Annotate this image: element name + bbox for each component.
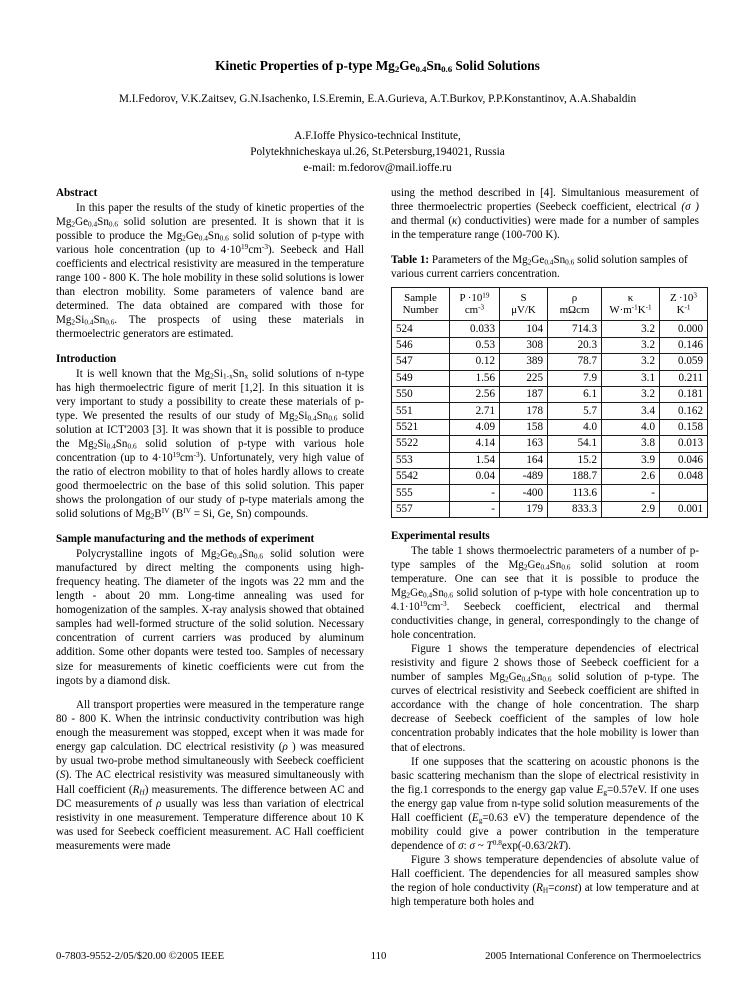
table-cell-seebeck: 163	[500, 436, 548, 452]
table-cell-carrier-concentration: 0.04	[450, 468, 500, 484]
table-cell-resistivity: 833.3	[548, 501, 602, 517]
table-cell-resistivity: 78.7	[548, 354, 602, 370]
table-cell-carrier-concentration: -	[450, 501, 500, 517]
table-header-thermal-conductivity: κ $W\cdot m^{-1}K^{-1}$	[602, 288, 660, 321]
table-cell-sample-number: 551	[392, 403, 450, 419]
table-cell-resistivity: 188.7	[548, 468, 602, 484]
heading-introduction: Introduction	[56, 353, 117, 366]
table-cell-thermal-conductivity: -	[602, 485, 660, 501]
table-cell-figure-of-merit: 0.046	[660, 452, 708, 468]
right-column	[391, 186, 703, 909]
table-cell-resistivity: 15.2	[548, 452, 602, 468]
table-cell-resistivity: 20.3	[548, 337, 602, 353]
table-cell-carrier-concentration: 0.033	[450, 321, 500, 337]
continuation-paragraph: using the method described in [4]. Simultanious measurement of three thermoelectric properties (Seebeck coefficient, electrical (σ ) and thermal (κ) conductivities) were made for a number of samples in the temperature range (100-700 K).	[391, 187, 699, 242]
table-cell-carrier-concentration: 2.71	[450, 403, 500, 419]
table-cell-carrier-concentration: 4.14	[450, 436, 500, 452]
table-cell-seebeck: 187	[500, 386, 548, 402]
table-header-sample-number: Sample Number	[392, 288, 450, 321]
table-cell-resistivity: 4.0	[548, 419, 602, 435]
footer-conference: 2005 International Conference on Thermoelectrics	[485, 950, 701, 962]
table-cell-figure-of-merit: 0.211	[660, 370, 708, 386]
author-list: M.I.Fedorov, V.K.Zaitsev, G.N.Isachenko, I.S.Eremin, E.A.Gurieva, A.T.Burkov, P.P.Konstantinov, A.A.Shabaldin	[118, 93, 637, 105]
table-body	[392, 321, 708, 518]
table-cell-thermal-conductivity: 3.8	[602, 436, 660, 452]
sample-manufacturing-paragraph: Polycrystalline ingots of $Mg_2Ge_{0.4}Sn_{0.6}$ solid solution were manufactured by direct melting the components using high-frequency heating. The diameter of the ingots was 22 mm and the length - about 20 mm. Long-time annealing was used for homogenization of the samples. X-ray analysis showed that obtained samples had well-formed structure of the solid solution. Necessary concentration of current carriers was produced by aluminum addition. Some other dopants were tested too. Samples of necessary size for measurements of kinetic coefficients were cut from the ingots by a diamond disk.	[56, 548, 364, 687]
left-column	[56, 186, 364, 853]
abstract-paragraph: In this paper the results of the study of kinetic properties of the $Mg_2Ge_{0.4}Sn_{0.6}$ solid solution are presented. It is shown that it is possible to produce the $Mg_2Ge_{0.4}Sn_{0.6}$ solid solution of p-type with various hole concentration (up to $4\cdot 10^{19}cm^{-3}$). Seebeck and Hall coefficients and electrical resistivity are measured in the temperature range 100 - 800 K. The hole mobility in these solid solutions is lower than electron mobility. Some parameters of valence band are determined. The data obtained are compared with those for $Mg_2Si_{0.4}Sn_{0.6}$. The prospects of using these materials in thermoelectric generators are estimated.	[56, 201, 365, 341]
table-cell-figure-of-merit: 0.048	[660, 468, 708, 484]
table-row	[392, 386, 708, 402]
table-cell-thermal-conductivity: 4.0	[602, 419, 660, 435]
table-cell-carrier-concentration: 0.12	[450, 354, 500, 370]
table-header-row-group	[392, 288, 708, 321]
table-cell-figure-of-merit: 0.001	[660, 501, 708, 517]
table-header-resistivity: ρ mΩcm	[548, 288, 602, 321]
table-cell-figure-of-merit: 0.000	[660, 321, 708, 337]
affiliation-line-address: Polytekhnicheskaya ul.26, St.Petersburg,194021, Russia	[250, 146, 505, 159]
table-cell-thermal-conductivity: 3.2	[602, 354, 660, 370]
table-cell-seebeck: 389	[500, 354, 548, 370]
affiliation-line-email: e-mail: m.fedorov@mail.ioffe.ru	[303, 162, 452, 175]
table-cell-resistivity: 54.1	[548, 436, 602, 452]
table-cell-seebeck: -400	[500, 485, 548, 501]
affiliation-block	[55, 128, 700, 176]
table-row	[392, 501, 708, 517]
table-header-row	[392, 288, 708, 321]
table-cell-figure-of-merit: 0.013	[660, 436, 708, 452]
table-cell-carrier-concentration: 0.53	[450, 337, 500, 353]
table-header-seebeck: S μV/K	[500, 288, 548, 321]
table-row	[392, 321, 708, 337]
results-paragraph-2: Figure 1 shows the temperature dependencies of electrical resistivity and figure 2 shows those of Seebeck coefficient for a number of samples $Mg_2Ge_{0.4}Sn_{0.6}$ solid solution of p-type. The curves of electrical resistivity and Seebeck coefficient are shifted in accordance with the change of hole concentration. The sharp decrease of Seebeck coefficient of the samples of low hole concentration probably indicates that the hole mobility is lower than that of electrons.	[391, 643, 699, 754]
results-paragraph-3: If one supposes that the scattering on acoustic phonons is the basic scattering mechanism than the slope of electrical resistivity in the fig.1 corresponds to the energy gap value $E_g=0.57eV$. If one uses the energy gap value from n-type solid solution measurements of the Hall coefficient ($E_g=0.63$ eV) the temperature dependence of the mobility could give a power contribution in the temperature dependence of σ: σ ~ $T^{0.8}\exp(-0.63/2kT)$.	[391, 755, 699, 852]
table-cell-resistivity: 6.1	[548, 386, 602, 402]
table-cell-seebeck: 104	[500, 321, 548, 337]
parameters-table	[391, 287, 708, 518]
table-cell-resistivity: 113.6	[548, 485, 602, 501]
results-paragraph-1: The table 1 shows thermoelectric parameters of a number of p-type samples of the $Mg_2Ge_{0.4}Sn_{0.6}$ solid solution at room temperature. One can see that it is possible to produce the $Mg_2Ge_{0.4}Sn_{0.6}$ solid solution of p-type with hole concentration up to $4.1\cdot 10^{19}cm^{-3}$. Seebeck coefficient, electrical and thermal conductivities change, in general, correspondingly to the change of hole concentration.	[391, 544, 700, 641]
table-cell-seebeck: 164	[500, 452, 548, 468]
table-cell-sample-number: 550	[392, 386, 450, 402]
table-cell-thermal-conductivity: 2.6	[602, 468, 660, 484]
table-row	[392, 452, 708, 468]
footer-page-number: 110	[370, 950, 387, 962]
table-cell-sample-number: 547	[392, 354, 450, 370]
table-row	[392, 337, 708, 353]
table-cell-figure-of-merit	[660, 485, 708, 501]
table-cell-thermal-conductivity: 3.1	[602, 370, 660, 386]
page-title: Kinetic Properties of p-type $Mg_2Ge_{0.4}Sn_{0.6}$ Solid Solutions	[215, 58, 540, 75]
heading-sample-manufacturing: Sample manufacturing and the methods of experiment	[56, 533, 315, 546]
table-cell-seebeck: 225	[500, 370, 548, 386]
table-row	[392, 436, 708, 452]
table-header-figure-of-merit: $Z \cdot 10^3$ $K^{-1}$	[660, 288, 708, 321]
heading-abstract: Abstract	[56, 187, 98, 199]
table-cell-seebeck: 179	[500, 501, 548, 517]
footer-copyright: 0-7803-9552-2/05/$20.00 ©2005 IEEE	[56, 950, 225, 962]
table-cell-thermal-conductivity: 3.2	[602, 321, 660, 337]
table-cell-figure-of-merit: 0.162	[660, 403, 708, 419]
table-row	[392, 403, 708, 419]
table-cell-sample-number: 546	[392, 337, 450, 353]
transport-properties-paragraph: All transport properties were measured in the temperature range 80 - 800 K. When the intrinsic conductivity contribution was high enough the measurement was stopped, except when it was made for energy gap calculation. DC electrical resistivity (ρ ) was measured by usual two-probe method simultaneously with Seebeck coefficient (S). The AC electrical resistivity was measured simultaneously with Hall coefficient $(R_H)$ measurements. The difference between AC and DC measurements of ρ usually was less than variation of electrical resistivity in one measurement. Temperature difference about 10 K was used for Seebeck coefficient measurement. AC Hall coefficient measurements were made	[56, 699, 364, 852]
table-cell-sample-number: 557	[392, 501, 450, 517]
affiliation-line-institute: A.F.Ioffe Physico-technical Institute,	[294, 130, 461, 142]
table-cell-resistivity: 5.7	[548, 403, 602, 419]
table-cell-sample-number: 524	[392, 321, 450, 337]
table-cell-sample-number: 5522	[392, 436, 450, 452]
table-cell-resistivity: 7.9	[548, 370, 602, 386]
table-cell-figure-of-merit: 0.146	[660, 337, 708, 353]
table-cell-carrier-concentration: 1.54	[450, 452, 500, 468]
introduction-paragraph: It is well known that the $Mg_2Si_{1-x}Sn_x$ solid solutions of n-type has high thermoelectric figure of merit [1,2]. In this situation it is very important to study a possibility to create these materials of p-type. We presented the results of our study of $Mg_2Si_{0.4}Sn_{0.6}$ solid solution at ICT'2003 [3]. It was shown that it is possible to produce the $Mg_2Si_{0.4}Sn_{0.6}$ solid solution of p-type with various hole concentration (up to $4\cdot 10^{19}cm^{-3}$). Unfortunately, very high value of the ratio of electron mobility to that of holes hardly allows to create good thermoelectric on the base of this solid solution. This paper shows the prolongation of our study of p-type materials among the solid solutions of $Mg_2B^{IV}$ ($B^{IV} = Si$, Ge, Sn) compounds.	[56, 367, 364, 522]
table-cell-thermal-conductivity: 3.2	[602, 386, 660, 402]
table-cell-sample-number: 5521	[392, 419, 450, 435]
table-cell-figure-of-merit: 0.181	[660, 386, 708, 402]
table-cell-sample-number: 555	[392, 485, 450, 501]
table-cell-seebeck: 178	[500, 403, 548, 419]
table-cell-figure-of-merit: 0.059	[660, 354, 708, 370]
table-row	[392, 419, 708, 435]
heading-experimental-results: Experimental results	[391, 530, 490, 543]
table-cell-carrier-concentration: 4.09	[450, 419, 500, 435]
table-cell-thermal-conductivity: 3.9	[602, 452, 660, 468]
table-caption: Table 1: Parameters of the $Mg_2Ge_{0.4}Sn_{0.6}$ solid solution samples of various current carriers concentration.	[391, 254, 688, 281]
table-cell-sample-number: 549	[392, 370, 450, 386]
table-cell-thermal-conductivity: 3.2	[602, 337, 660, 353]
table-row	[392, 468, 708, 484]
results-paragraph-4: Figure 3 shows temperature dependencies of absolute value of Hall coefficient. The dependencies for all measured samples show the region of hole conductivity $(R_H=const)$ at low temperature and at high temperature both holes and	[391, 854, 699, 909]
table-cell-sample-number: 553	[392, 452, 450, 468]
table-cell-thermal-conductivity: 3.4	[602, 403, 660, 419]
table-cell-carrier-concentration: -	[450, 485, 500, 501]
table-cell-seebeck: 158	[500, 419, 548, 435]
table-row	[392, 354, 708, 370]
table-header-carrier-concentration: $P \cdot 10^{19}$ $cm^{-3}$	[450, 288, 500, 321]
table-cell-seebeck: -489	[500, 468, 548, 484]
table-cell-thermal-conductivity: 2.9	[602, 501, 660, 517]
table-row	[392, 370, 708, 386]
table-cell-seebeck: 308	[500, 337, 548, 353]
table-cell-sample-number: 5542	[392, 468, 450, 484]
table-cell-carrier-concentration: 1.56	[450, 370, 500, 386]
table-row	[392, 485, 708, 501]
table-cell-figure-of-merit: 0.158	[660, 419, 708, 435]
table-cell-resistivity: 714.3	[548, 321, 602, 337]
table-cell-carrier-concentration: 2.56	[450, 386, 500, 402]
